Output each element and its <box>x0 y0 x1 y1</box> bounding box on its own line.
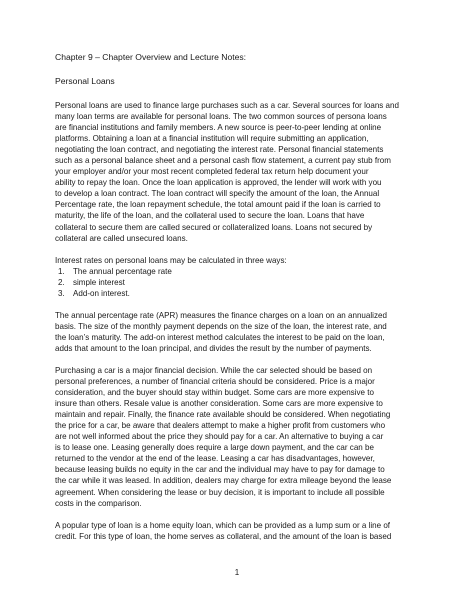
page-number: 1 <box>234 568 240 577</box>
paragraph-home-equity <box>55 520 427 542</box>
text-line: credit. For this type of loan, the home serves as collateral, and the amount of the loan is based <box>55 531 392 541</box>
list-item <box>55 266 427 277</box>
list-item <box>55 277 427 288</box>
text-line: Personal loans are used to finance large purchases such as a car. Several sources for loans and <box>55 101 399 110</box>
text-line: to develop a loan contract. The loan contract will specify the amount of the loan, the Annual <box>55 189 380 199</box>
text-line: Percentage rate, the loan repayment schedule, the total amount paid if the loan is carried to <box>55 200 381 210</box>
text-line: ability to repay the loan. Once the loan application is approved, the lender will work with you <box>55 178 382 188</box>
text-line: maintain and repair. Finally, the finance rate available should be considered. When negotiating <box>55 410 391 420</box>
paragraph-apr <box>55 310 427 354</box>
text-line: maturity, the life of the loan, and the collateral used to secure the loan. Loans that have <box>55 211 365 221</box>
text-line: returned to the vendor at the end of the lease. Leasing a car has disadvantages, however, <box>55 454 375 464</box>
text-line: such as a personal balance sheet and a personal cash flow statement, a current pay stub from <box>55 156 391 166</box>
text-line: platforms. Obtaining a loan at a financial institution will require submitting an application, <box>55 134 369 144</box>
text-line: because leasing builds no equity in the car and the individual may have to pay for damage to <box>55 465 385 475</box>
text-line: Interest rates on personal loans may be calculated in three ways: <box>55 255 287 265</box>
text-line: your employer and/or your most recent completed federal tax return help document your <box>55 167 369 177</box>
text-line: A popular type of loan is a home equity loan, which can be provided as a lump sum or a line of <box>55 520 391 530</box>
text-line: The annual percentage rate (APR) measures the finance charges on a loan on an annualized <box>55 310 387 320</box>
text-line: are financial institutions and family members. A new source is peer-to-peer lending at online <box>55 123 382 133</box>
text-line: negotiating the loan contract, and negotiating the interest rate. Personal financial statements <box>55 145 384 155</box>
text-line: insure than others. Resale value is another consideration. Some cars are more expensive to <box>55 399 383 409</box>
document-page <box>55 52 427 542</box>
text-line: Purchasing a car is a major financial decision. While the car selected should be based on <box>55 365 373 375</box>
text-line: many loan terms are available for personal loans. The two common sources of persona loans <box>55 112 387 122</box>
list-number: 3. <box>58 288 65 298</box>
text-line: the car while it was leased. In addition, dealers may charge for extra mileage beyond the lease <box>55 476 392 486</box>
list-number: 1. <box>58 266 65 276</box>
text-line: basis. The size of the monthly payment depends on the size of the loan, the interest rate, and <box>55 321 387 331</box>
text-line: collateral to secure them are called secured or collateralized loans. Loans not secured by <box>55 222 373 232</box>
interest-intro <box>55 255 427 266</box>
list-item-text: Add-on interest. <box>73 288 130 298</box>
text-line: consideration, and the buyer should stay within budget. Some cars are more expensive to <box>55 388 374 398</box>
text-line: are not well informed about the price they should pay for a car. An alternative to buying a car <box>55 432 384 442</box>
paragraph-car-purchase <box>55 365 427 509</box>
text-line: collateral are called unsecured loans. <box>55 233 188 243</box>
paragraph-personal-loans <box>55 100 427 244</box>
text-line: adds that amount to the loan principal, and divides the result by the number of payments. <box>55 343 372 353</box>
list-item-text: simple interest <box>73 277 125 287</box>
text-line: is to lease one. Leasing generally does require a large down payment, and the car can be <box>55 443 374 453</box>
section-title: Personal Loans <box>55 76 115 86</box>
text-line: agreement. When considering the lease or buy decision, it is important to include all possible <box>55 487 385 497</box>
text-line: personal preferences, a number of financial criteria should be considered. Price is a major <box>55 377 375 387</box>
list-item <box>55 288 427 299</box>
text-line: the price for a car, be aware that dealers attempt to make a higher profit from customers who <box>55 421 386 431</box>
interest-methods-list <box>55 266 427 299</box>
text-line: the loan’s maturity. The add-on interest method calculates the interest to be paid on the loan, <box>55 332 385 342</box>
list-number: 2. <box>58 277 65 287</box>
text-line: costs in the comparison. <box>55 498 142 508</box>
list-item-text: The annual percentage rate <box>73 266 172 276</box>
chapter-title: Chapter 9 – Chapter Overview and Lecture Notes: <box>55 52 247 62</box>
